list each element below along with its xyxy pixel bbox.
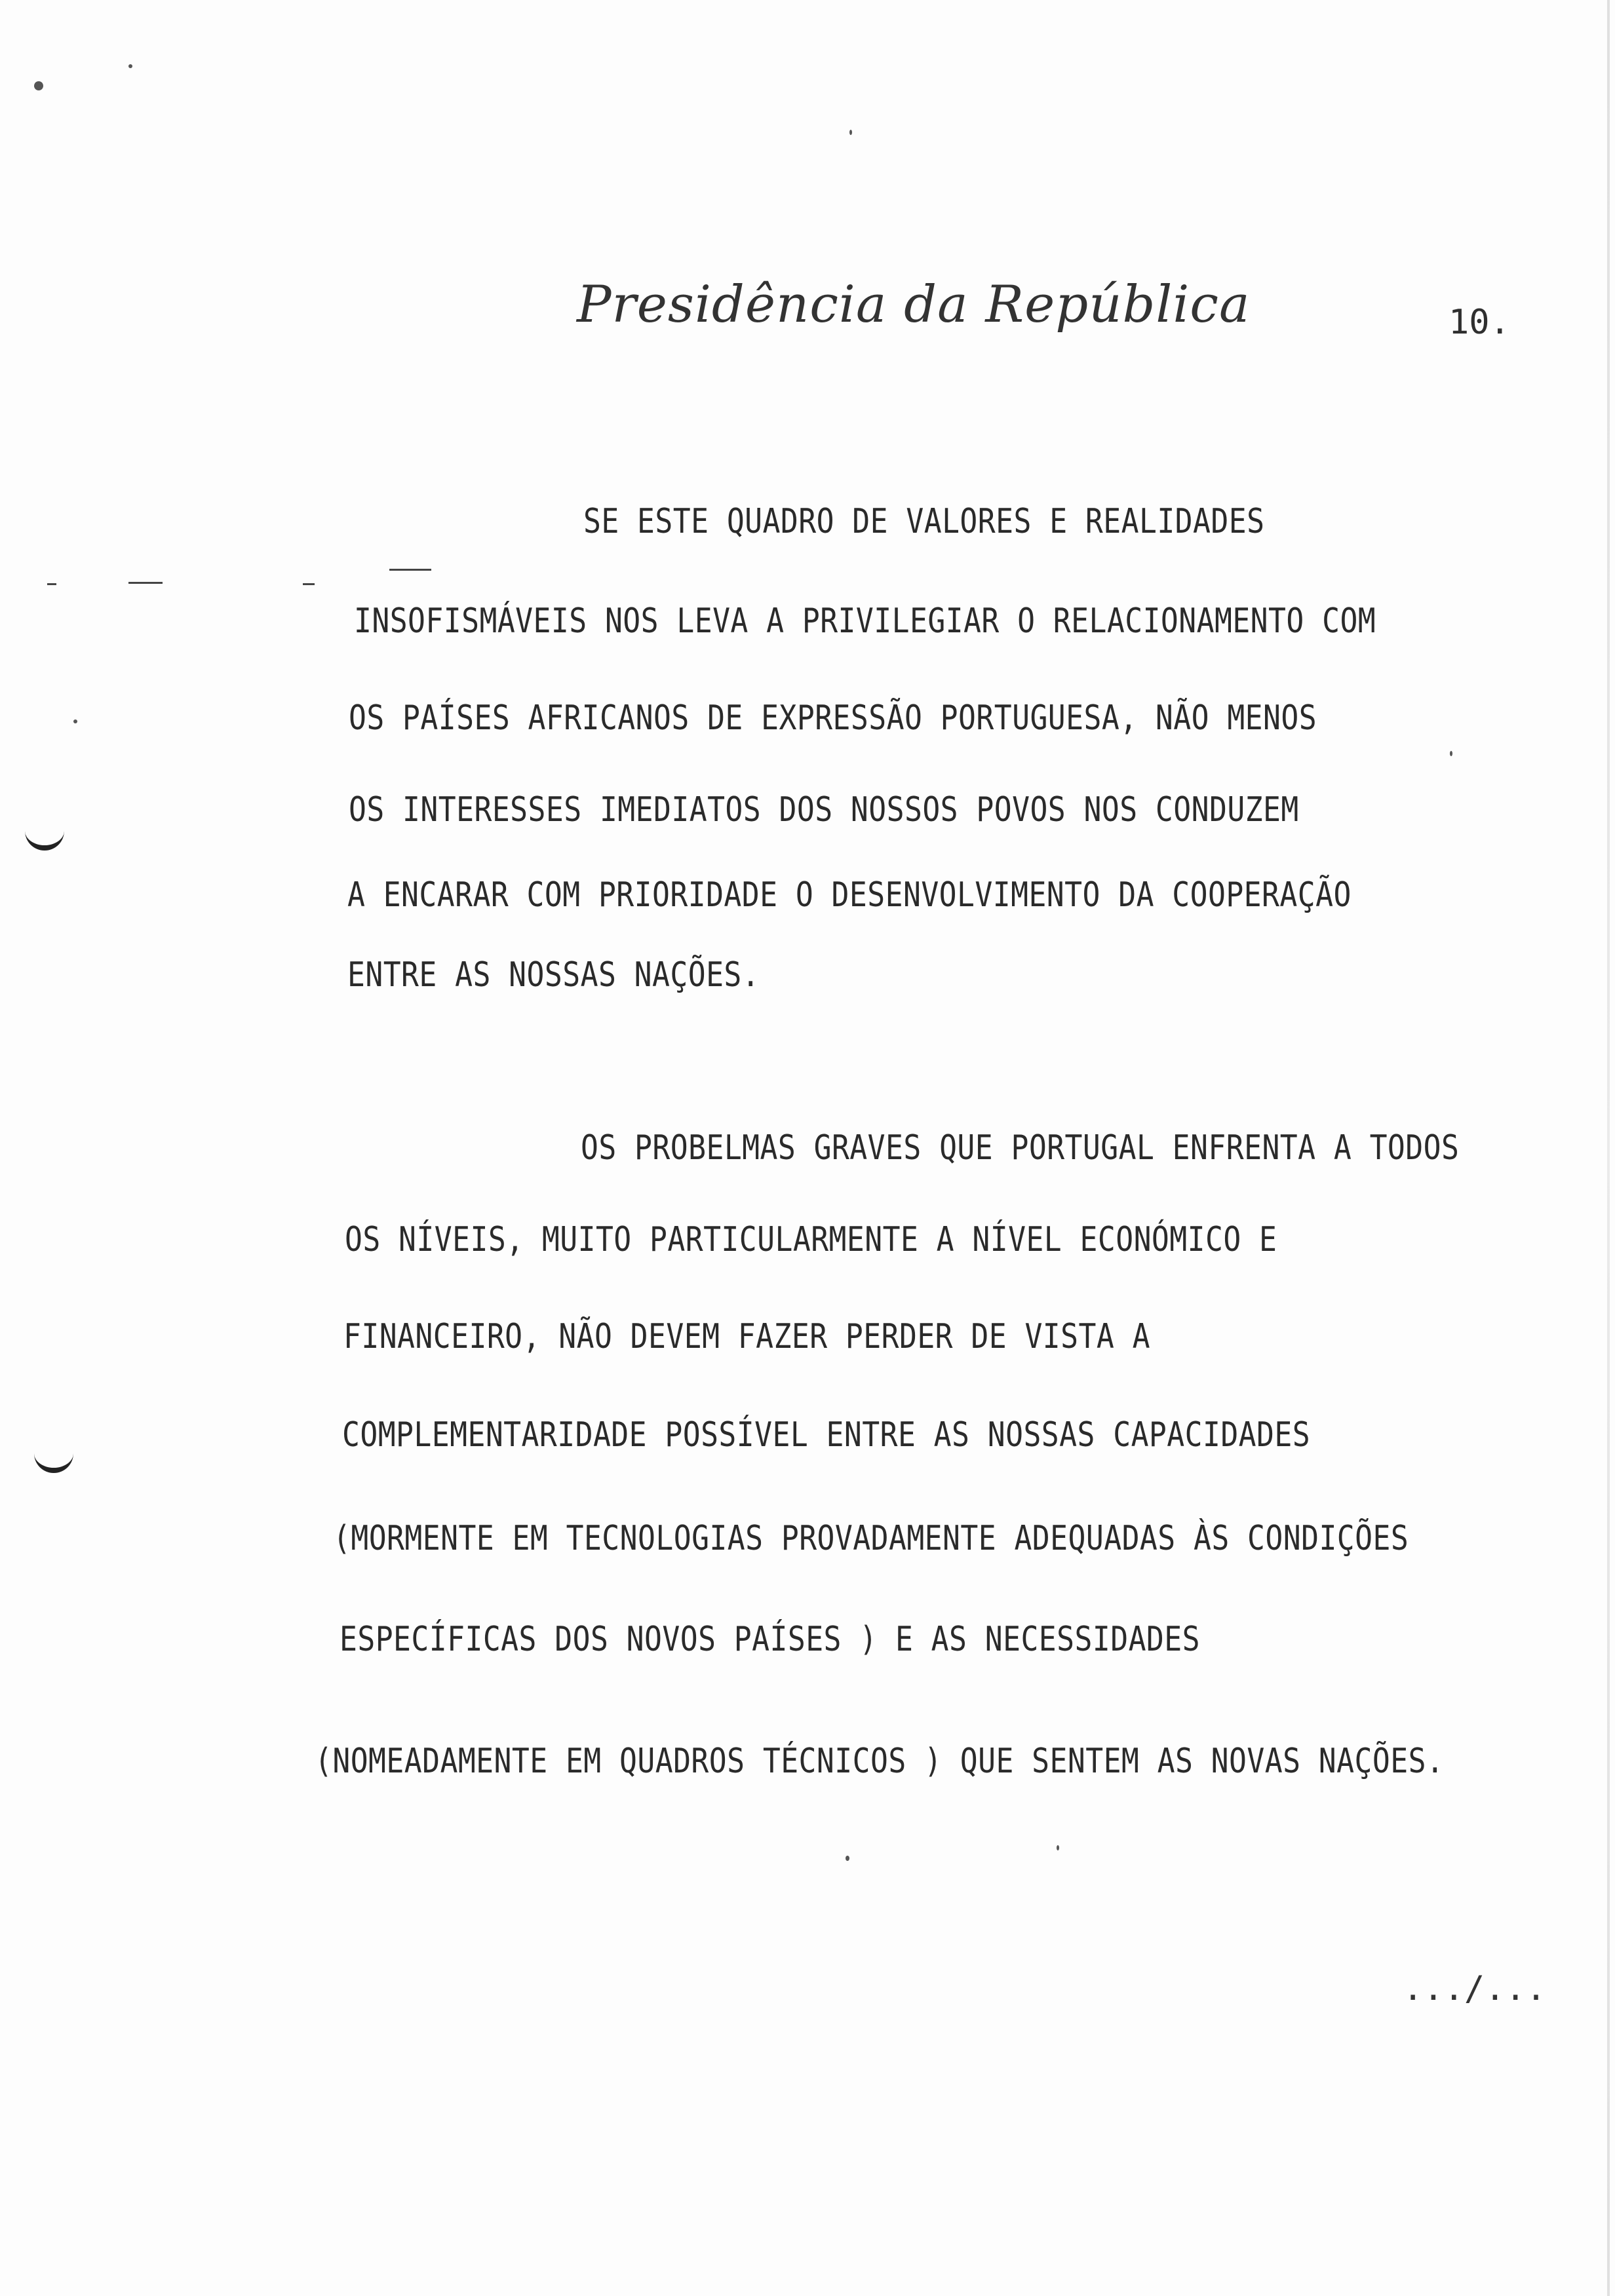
- scan-dash: [303, 583, 315, 585]
- scan-speck: [1057, 1845, 1059, 1850]
- paragraph-2-line-3: FINANCEIRO, NÃO DEVEM FAZER PERDER DE VISTA A: [343, 1317, 1150, 1356]
- page-edge: [1607, 0, 1610, 2296]
- scan-dash: [389, 569, 431, 571]
- page-number: 10.: [1449, 303, 1510, 342]
- paragraph-1-line-4: OS INTERESSES IMEDIATOS DOS NOSSOS POVOS NOS CONDUZEM: [349, 790, 1299, 830]
- paragraph-2-line-6: ESPECÍFICAS DOS NOVOS PAÍSES ) E AS NECESSIDADES: [340, 1620, 1200, 1659]
- paragraph-2-line-1: OS PROBELMAS GRAVES QUE PORTUGAL ENFRENTA A TODOS: [581, 1128, 1460, 1168]
- letterhead-title: Presidência da República: [577, 275, 1251, 334]
- scan-speck: [128, 64, 132, 68]
- paragraph-1-line-6: ENTRE AS NOSSAS NAÇÕES.: [347, 955, 760, 995]
- paragraph-1-line-3: OS PAÍSES AFRICANOS DE EXPRESSÃO PORTUGUESA, NÃO MENOS: [349, 698, 1317, 738]
- paragraph-2-line-7: (NOMEADAMENTE EM QUADROS TÉCNICOS ) QUE SENTEM AS NOVAS NAÇÕES.: [315, 1742, 1445, 1781]
- paragraph-2-line-2: OS NÍVEIS, MUITO PARTICULARMENTE A NÍVEL ECONÓMICO E: [345, 1220, 1277, 1259]
- paragraph-1-line-2: INSOFISMÁVEIS NOS LEVA A PRIVILEGIAR O RELACIONAMENTO COM: [354, 602, 1376, 641]
- paragraph-1-line-1: SE ESTE QUADRO DE VALORES E REALIDADES: [583, 502, 1265, 541]
- paragraph-2-line-5: (MORMENTE EM TECNOLOGIAS PROVADAMENTE ADEQUADAS ÀS CONDIÇÕES: [333, 1519, 1409, 1558]
- punch-hole-top: [25, 806, 64, 851]
- scan-speck: [1450, 751, 1452, 756]
- scan-speck: [846, 1856, 849, 1861]
- continuation-mark: .../...: [1403, 1969, 1547, 2008]
- paragraph-2-line-4: COMPLEMENTARIDADE POSSÍVEL ENTRE AS NOSSAS CAPACIDADES: [342, 1415, 1311, 1455]
- punch-hole-bottom: [34, 1428, 73, 1473]
- scan-speck: [73, 719, 77, 723]
- scan-dash: [128, 582, 163, 584]
- scan-speck: [849, 130, 852, 135]
- scan-speck: [34, 81, 43, 90]
- paragraph-1-line-5: A ENCARAR COM PRIORIDADE O DESENVOLVIMENTO DA COOPERAÇÃO: [347, 875, 1352, 915]
- scan-dash: [47, 583, 56, 585]
